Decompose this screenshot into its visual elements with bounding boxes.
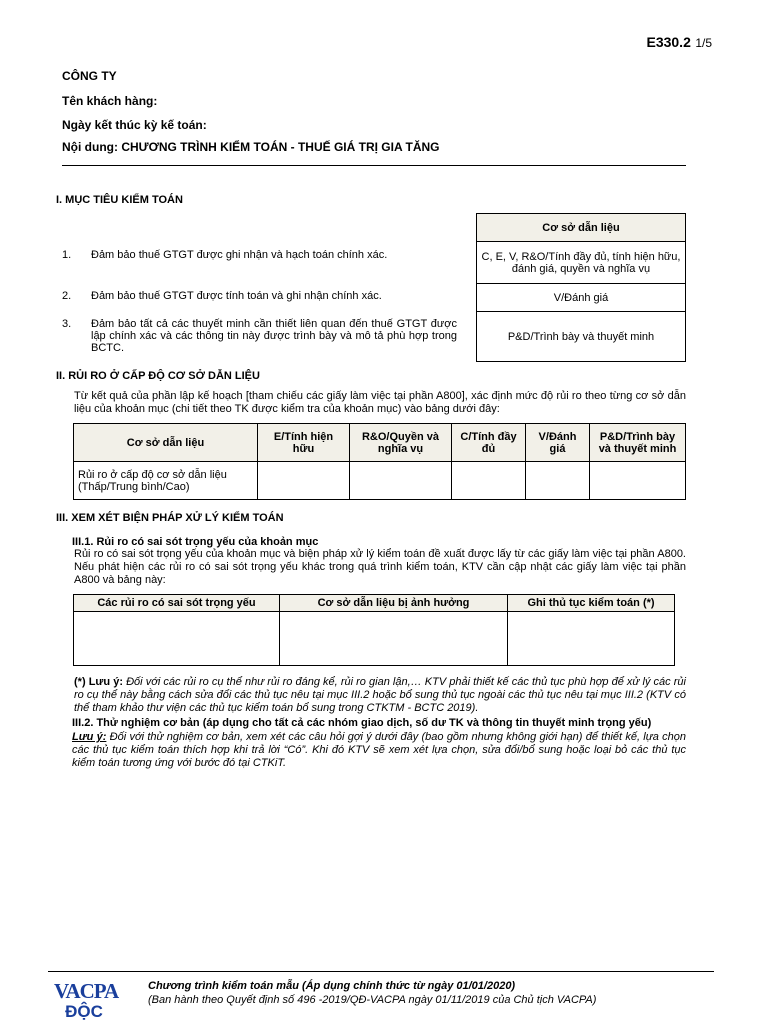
risk-cell-v[interactable]: [526, 462, 590, 500]
assertion-1: C, E, V, R&O/Tính đầy đủ, tính hiện hữu, đánh giá, quyền và nghĩa vụ: [477, 242, 686, 284]
sr-cell-procedure[interactable]: [508, 612, 675, 666]
header-divider: [62, 165, 686, 166]
content-label: Nội dung: CHƯƠNG TRÌNH KIỂM TOÁN - THUẾ GIÁ TRỊ GIA TĂNG: [62, 140, 440, 154]
section3-sub1-title: III.1. Rủi ro có sai sót trọng yếu của khoản mục: [72, 536, 319, 548]
footer-line2: (Ban hành theo Quyết định số 496 -2019/QĐ-VACPA ngày 01/11/2019 của Chủ tịch VACPA): [148, 994, 597, 1006]
objective-1-text: Đảm bảo thuế GTGT được ghi nhận và hạch toán chính xác.: [91, 249, 388, 261]
client-label: Tên khách hàng:: [62, 94, 158, 108]
sr-col-risk: Các rủi ro có sai sót trọng yếu: [74, 595, 280, 612]
assertion-table: [476, 213, 686, 362]
risk-col-ro: R&O/Quyền và nghĩa vụ: [350, 424, 452, 462]
assertion-3: P&D/Trình bày và thuyết minh: [477, 312, 686, 362]
section3-note-label: (*) Lưu ý:: [74, 676, 123, 688]
section3-title: III. XEM XÉT BIỆN PHÁP XỬ LÝ KIỂM TOÁN: [56, 512, 284, 524]
vacpa-logo: [54, 980, 130, 1024]
section2-intro: Từ kết quả của phần lập kế hoạch [tham chiếu các giấy làm việc tại phần A800], xác định mức độ rủi ro theo từng cơ sở dẫn liệu của khoản mục (chi tiết theo TK được kiểm tra của khoản mục) vào bảng dưới đây:: [74, 390, 686, 415]
footer-line1: Chương trình kiểm toán mẫu (Áp dụng chính thức từ ngày 01/01/2020): [148, 980, 516, 992]
period-label: Ngày kết thúc kỳ kế toán:: [62, 118, 207, 132]
section3-note-text: Đối với các rủi ro cụ thể như rủi ro đáng kể, rủi ro gian lận,… KTV phải thiết kế các thủ tục phù hợp để xử lý các rủi ro cụ thể này bằng cách sửa đổi các thủ tục nêu tại mục III.2 hoặc bổ sung thủ tục ngoài các thủ tục nêu tại mục III.2 (KTV có thể tham khảo thư viện các thủ tục kiểm toán bổ sung trong CTKTM - BCTC 2019).: [74, 676, 686, 714]
objective-3-num: 3.: [62, 318, 72, 330]
risk-col-c: C/Tính đầy đủ: [452, 424, 526, 462]
section2-title: II. RỦI RO Ở CẤP ĐỘ CƠ SỞ DẪN LIỆU: [56, 370, 260, 382]
objective-2-text: Đảm bảo thuế GTGT được tính toán và ghi nhận chính xác.: [91, 290, 382, 302]
objective-3-text: Đảm bảo tất cả các thuyết minh cần thiết liên quan đến thuế GTGT được lập chính xác và các thông tin này được trình bày và mô tả phù hợp trong BCTC.: [91, 318, 457, 354]
risk-cell-pd[interactable]: [590, 462, 686, 500]
significant-risk-table: [73, 594, 675, 666]
section3-sub2-note-text: Đối với thử nghiệm cơ bản, xem xét các câu hỏi gợi ý dưới đây (bao gồm nhưng không giới hạn) để thiết kế, lựa chọn các thủ tục kiểm toán thích hợp khi trả lời “Có”. Khi đó KTV sẽ xem xét lựa chọn, sửa đổi/bổ sung hoặc loại bỏ các thủ tục kiểm toán tương ứng với bước đó tại CTKiT.: [72, 731, 686, 769]
risk-col-v: V/Đánh giá: [526, 424, 590, 462]
risk-cell-c[interactable]: [452, 462, 526, 500]
sr-col-procedure: Ghi thủ tục kiểm toán (*): [508, 595, 675, 612]
vacpa-logo-sub: ĐỘC: [65, 1002, 103, 1021]
section3-sub2-note: [72, 731, 686, 770]
objective-2-num: 2.: [62, 290, 72, 302]
risk-row-label: Rủi ro ở cấp độ cơ sở dẫn liệu (Thấp/Trung bình/Cao): [74, 462, 258, 500]
assertion-2: V/Đánh giá: [477, 284, 686, 312]
section3-sub2-note-label: Lưu ý:: [72, 731, 107, 743]
page-number: 1/5: [695, 36, 712, 50]
form-code: [646, 34, 712, 52]
footer-divider: [48, 971, 714, 972]
section3-note: [74, 676, 686, 715]
risk-cell-ro[interactable]: [350, 462, 452, 500]
risk-col-assertion: Cơ sở dẫn liệu: [74, 424, 258, 462]
section3-sub1-text: Rủi ro có sai sót trọng yếu của khoản mục và biện pháp xử lý kiểm toán đề xuất được lấy từ các giấy làm việc tại phần A800. Nếu phát hiện các rủi ro có sai sót trọng yếu khác trong quá trình kiểm toán, KTV cần cập nhật các giấy làm việc tại phần A800 và bảng này:: [74, 548, 686, 586]
sr-col-assertion: Cơ sở dẫn liệu bị ảnh hưởng: [280, 595, 508, 612]
company-label: CÔNG TY: [62, 69, 117, 83]
section3-sub2-title: III.2. Thử nghiệm cơ bản (áp dụng cho tất cả các nhóm giao dịch, số dư TK và thông tin thuyết minh trọng yếu): [72, 717, 652, 729]
vacpa-logo-text: VACPA: [54, 980, 119, 1003]
sr-cell-assertion[interactable]: [280, 612, 508, 666]
risk-col-pd: P&D/Trình bày và thuyết minh: [590, 424, 686, 462]
form-code-number: E330.2: [646, 34, 691, 50]
assertion-header: Cơ sở dẫn liệu: [477, 214, 686, 242]
sr-cell-risk[interactable]: [74, 612, 280, 666]
risk-col-e: E/Tính hiện hữu: [258, 424, 350, 462]
risk-cell-e[interactable]: [258, 462, 350, 500]
section1-title: I. MỤC TIÊU KIỂM TOÁN: [56, 194, 183, 206]
risk-level-table: [73, 423, 686, 500]
objective-1-num: 1.: [62, 249, 72, 261]
